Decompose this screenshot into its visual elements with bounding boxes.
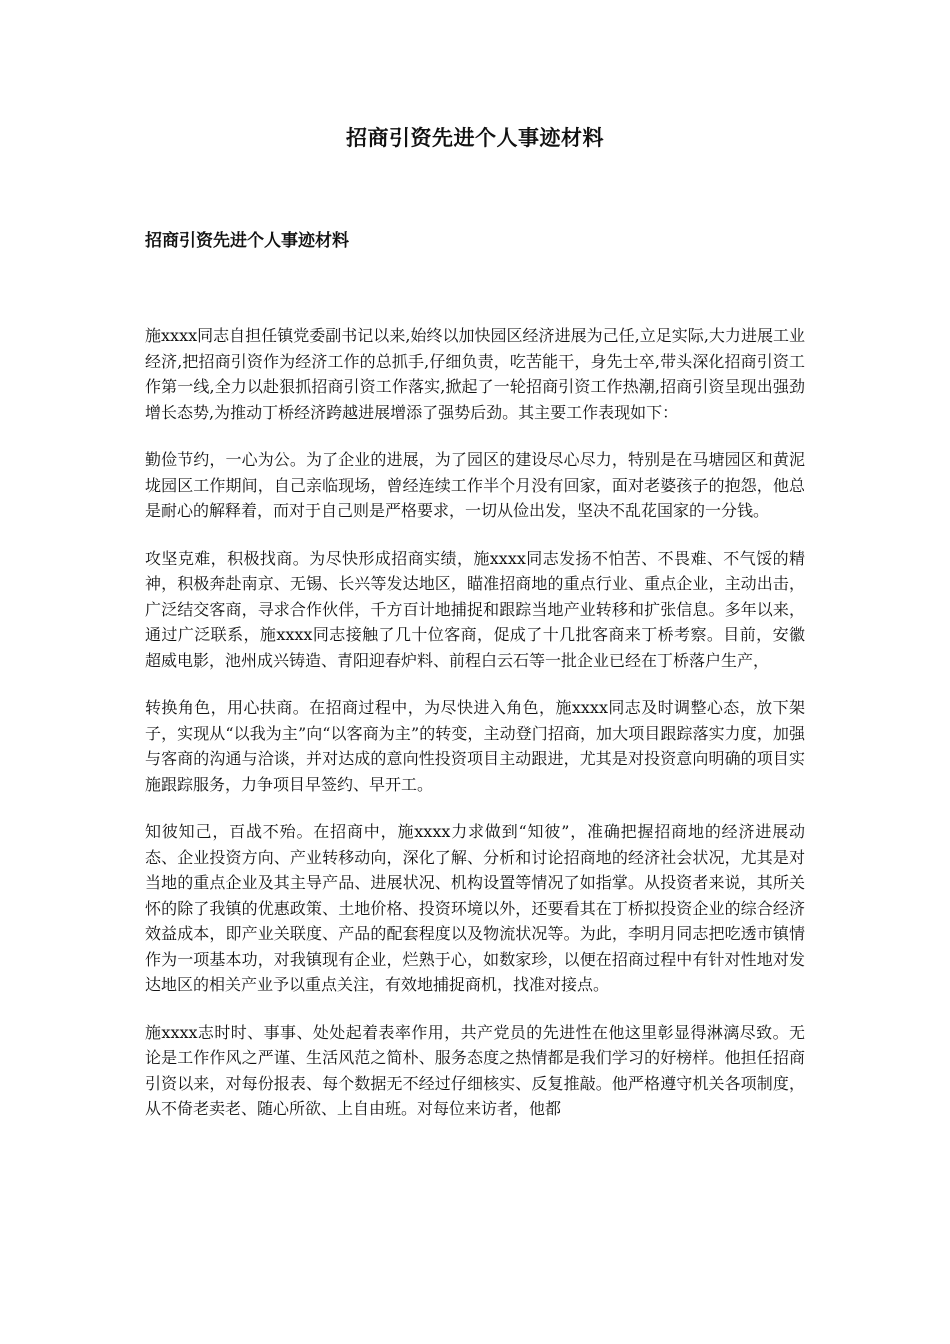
paragraph-role-model: 施xxxx志时时、事事、处处起着表率作用，共产党员的先进性在他这里彰显得淋漓尽致。无论是工作作风之严谨、生活风范之简朴、服务态度之热情都是我们学习的好榜样。他担任招商引资以来，对每份报表、每个数据无不经过仔细核实、反复推敲。他严格遵守机关各项制度，从不倚老卖老、随心所欲、上自由班。对每位来访者，他都 — [145, 1022, 805, 1118]
paragraph-investment-search: 攻坚克难，积极找商。为尽快形成招商实绩，施xxxx同志发扬不怕苦、不畏难、不气馁的精神，积极奔赴南京、无锡、长兴等发达地区，瞄准招商地的重点行业、重点企业，主动出击，广泛结交客商，寻求合作伙伴，千方百计地捕捉和跟踪当地产业转移和扩张信息。多年以来，通过广泛联系，施xxxx同志接触了几十位客商，促成了十几批客商来丁桥考察。目前，安徽超威电影，池州成兴铸造、青阳迎春炉料、前程白云石等一批企业已经在丁桥落户生产， — [145, 548, 805, 670]
document-title: 招商引资先进个人事迹材料 — [346, 125, 604, 150]
paragraph-frugal: 勤俭节约，一心为公。为了企业的进展，为了园区的建设尽心尽力，特别是在马塘园区和黄泥垅园区工作期间，自己亲临现场，曾经连续工作半个月没有回家，面对老婆孩子的抱怨，他总是耐心的解释着，而对于自己则是严格要求，一切从俭出发，坚决不乱花国家的一分钱。 — [145, 450, 805, 520]
paragraph-intro: 施xxxx同志自担任镇党委副书记以来,始终以加快园区经济进展为己任,立足实际,大力进展工业经济,把招商引资作为经济工作的总抓手,仔细负责，吃苦能干，身先士卒,带头深化招商引资工作第一线,全力以赴狠抓招商引资工作落实,掀起了一轮招商引资工作热潮,招商引资呈现出强劲增长态势,为推动丁桥经济跨越进展增添了强势后劲。其主要工作表现如下： — [145, 326, 805, 422]
section-heading: 招商引资先进个人事迹材料 — [145, 231, 349, 251]
document-body — [145, 323, 805, 1144]
paragraph-know-yourself: 知彼知己，百战不殆。在招商中，施xxxx力求做到“知彼”，准确把握招商地的经济进展动态、企业投资方向、产业转移动向，深化了解、分析和讨论招商地的经济社会状况，尤其是对当地的重点企业及其主导产品、进展状况、机构设置等情况了如指掌。从投资者来说，其所关怀的除了我镇的优惠政策、土地价格、投资环境以外，还要看其在丁桥拟投资企业的综合经济效益成本，即产业关联度、产品的配套程度以及物流状况等。为此，李明月同志把吃透市镇情作为一项基本功，对我镇现有企业，烂熟于心，如数家珍，以便在招商过程中有针对性地对发达地区的相关产业予以重点关注，有效地捕捉商机，找准对接点。 — [145, 822, 805, 994]
paragraph-role-change: 转换角色，用心扶商。在招商过程中，为尽快进入角色，施xxxx同志及时调整心态，放下架子，实现从“以我为主”向“以客商为主”的转变，主动登门招商，加大项目跟踪落实力度，加强与客商的沟通与洽谈，并对达成的意向性投资项目主动跟进，尤其是对投资意向明确的项目实施跟踪服务，力争项目早签约、早开工。 — [145, 698, 805, 794]
